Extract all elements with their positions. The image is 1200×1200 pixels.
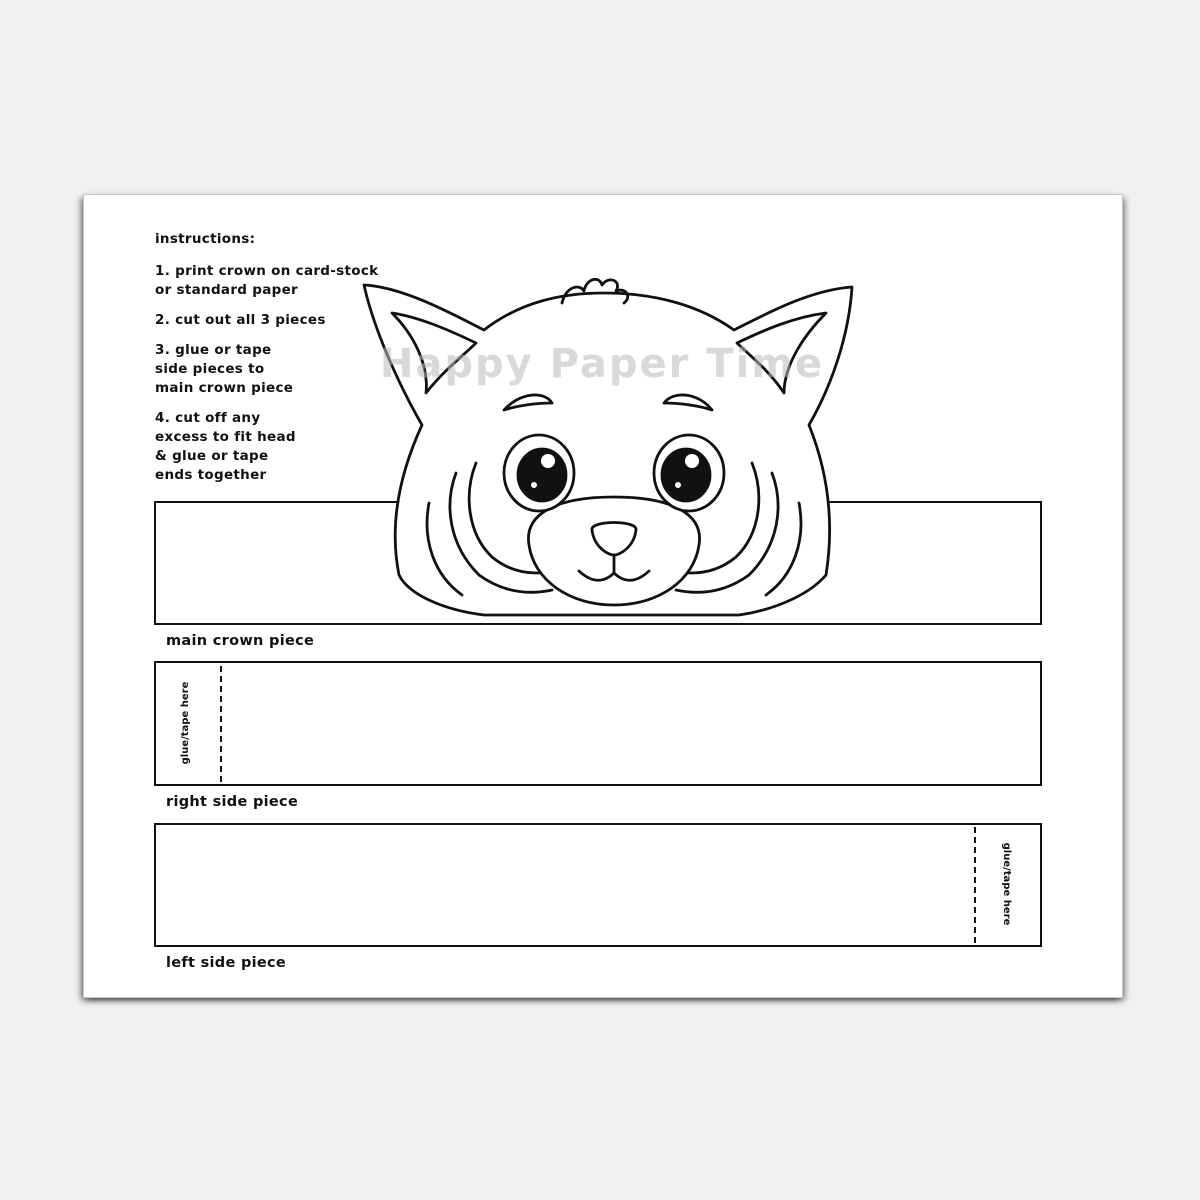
right-side-label: right side piece	[166, 794, 299, 810]
right-glue-tab-label: glue/tape here	[180, 681, 191, 765]
right-eye	[654, 435, 724, 511]
printable-sheet	[84, 195, 1122, 997]
instruction-step-3: 3. glue or tape side pieces to main crown piece	[155, 342, 294, 396]
left-eye	[504, 435, 574, 511]
red-panda-face-illustration	[354, 275, 874, 625]
right-glue-dashed-line	[220, 666, 222, 782]
left-side-label: left side piece	[166, 955, 287, 971]
watermark: Happy Paper Time	[379, 341, 825, 387]
instructions-title: instructions:	[155, 231, 256, 247]
instruction-step-2: 2. cut out all 3 pieces	[155, 312, 326, 328]
instruction-step-1: 1. print crown on card-stock or standard paper	[155, 263, 379, 298]
right-side-band	[154, 661, 1042, 786]
left-glue-tab-label: glue/tape here	[1001, 842, 1012, 926]
left-glue-dashed-line	[974, 827, 976, 943]
left-side-band	[154, 823, 1042, 947]
instruction-step-4: 4. cut off any excess to fit head & glue or tape ends together	[155, 410, 296, 483]
main-crown-label: main crown piece	[166, 633, 315, 649]
